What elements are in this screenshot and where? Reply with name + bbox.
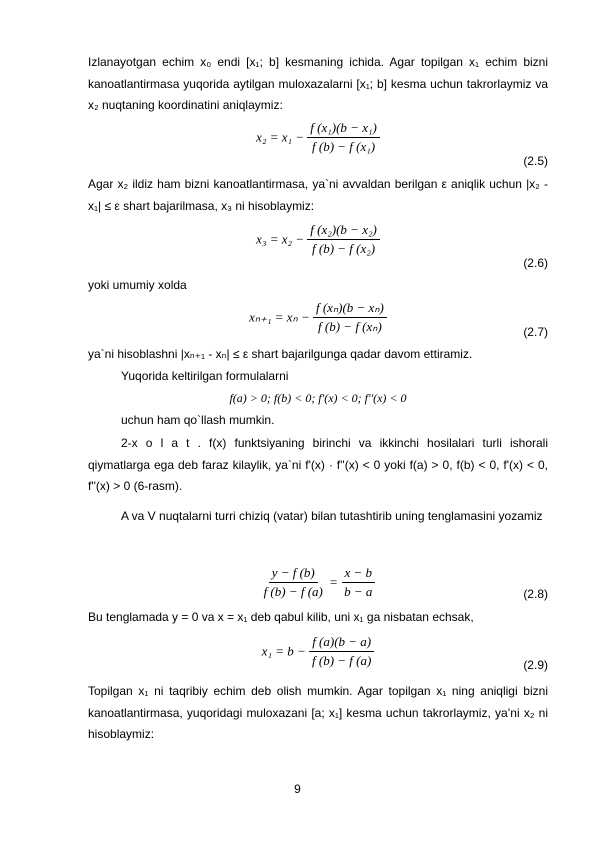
formula-lhs: xₙ₊₁ = xₙ − bbox=[249, 309, 310, 325]
formula-2-8 bbox=[88, 565, 548, 600]
condition-text: f(a) > 0; f(b) < 0; f'(x) < 0; f''(x) < 0 bbox=[229, 391, 407, 405]
formula-2-9 bbox=[88, 634, 548, 669]
formula-fraction bbox=[307, 120, 380, 155]
paragraph-3: yoki umumiy xolda bbox=[88, 278, 187, 292]
equation-number: (2.7) bbox=[523, 325, 548, 339]
paragraph-7: uchun ham qo`llash mumkin. bbox=[121, 413, 275, 427]
equation-number: (2.6) bbox=[523, 256, 548, 270]
formula-2-6 bbox=[88, 222, 548, 257]
formula-fraction bbox=[309, 634, 374, 669]
fraction-numerator: f (x₂)(b − x₂) bbox=[307, 222, 380, 240]
equation-number: (2.5) bbox=[523, 154, 548, 168]
formula-fraction-left bbox=[261, 565, 326, 600]
paragraph-5: Yuqorida keltirilgan formulalarni bbox=[121, 369, 289, 383]
fraction-numerator: f (xₙ)(b − xₙ) bbox=[313, 300, 387, 318]
fraction-denominator: f (b) − f (a) bbox=[263, 584, 323, 599]
fraction-denominator: b − a bbox=[344, 584, 373, 599]
paragraph-2: Agar x₂ ildiz ham bizni kanoatlantirmasa, ya`ni avvaldan berilgan ε aniqlik uchun |x₂ - x₁| ≤ ε shart bajarilmasa, x₃ ni hisoblaymiz: bbox=[88, 177, 548, 213]
paragraph-4: ya`ni hisoblashni |xₙ₊₁ - xₙ| ≤ ε shart bajarilgunga qadar davom ettiramiz. bbox=[88, 347, 473, 361]
paragraph-6 bbox=[88, 388, 548, 410]
fraction-denominator: f (b) − f (xₙ) bbox=[318, 319, 382, 334]
paragraph-8: 2-x o l a t . f(x) funktsiyaning birinchi va ikkinchi hosilalari turli ishorali qiymatlarga ega deb faraz kilaylik, ya`ni f'(x) · f''(x) < 0 yoki f(a) > 0, f(b) < 0, f'(x) < 0, f''(x) > 0 (6-rasm). bbox=[88, 436, 548, 493]
equals-sign: = bbox=[329, 574, 338, 590]
formula-2-7 bbox=[88, 300, 548, 335]
fraction-denominator: f (b) − f (a) bbox=[312, 653, 372, 668]
formula-2-5 bbox=[88, 120, 548, 155]
equation-number: (2.9) bbox=[523, 658, 548, 672]
formula-fraction bbox=[307, 222, 380, 257]
paragraph-1: Izlanayotgan echim x₀ endi [x₁; b] kesmaning ichida. Agar topilgan x₁ echim bizni kanoatlantirmasa yuqorida aytilgan muloxazalarni [x₁; b] kesma uchun takrorlaymiz va x₂ nuqtaning koordinatini aniqlaymiz: bbox=[88, 55, 548, 112]
fraction-numerator: y − f (b) bbox=[269, 565, 318, 583]
fraction-numerator: x − b bbox=[342, 565, 376, 583]
formula-fraction bbox=[313, 300, 387, 335]
paragraph-10: Bu tenglamada y = 0 va x = x₁ deb qabul kilib, uni x₁ ga nisbatan echsak, bbox=[88, 610, 474, 624]
formula-lhs: x₂ = x₁ − bbox=[256, 129, 305, 145]
formula-lhs: x₃ = x₂ − bbox=[256, 231, 305, 247]
fraction-numerator: f (x₁)(b − x₁) bbox=[307, 120, 380, 138]
fraction-denominator: f (b) − f (x₂) bbox=[312, 241, 376, 256]
page-number: 9 bbox=[294, 782, 301, 796]
fraction-numerator: f (a)(b − a) bbox=[309, 634, 374, 652]
formula-fraction-right bbox=[341, 565, 375, 600]
fraction-denominator: f (b) − f (x₁) bbox=[312, 139, 376, 154]
paragraph-11: Topilgan x₁ ni taqribiy echim deb olish mumkin. Agar topilgan x₁ ning aniqligi bizni kanoatlantirmasa, yuqoridagi muloxazani [a; x₁] kesma uchun takrorlaymiz, ya’ni x₂ ni hisoblaymiz: bbox=[88, 684, 548, 741]
paragraph-9: A va V nuqtalarni turri chiziq (vatar) bilan tutashtirib uning tenglamasini yozamiz bbox=[121, 509, 543, 523]
formula-lhs: x₁ = b − bbox=[261, 643, 306, 659]
equation-number: (2.8) bbox=[523, 587, 548, 601]
